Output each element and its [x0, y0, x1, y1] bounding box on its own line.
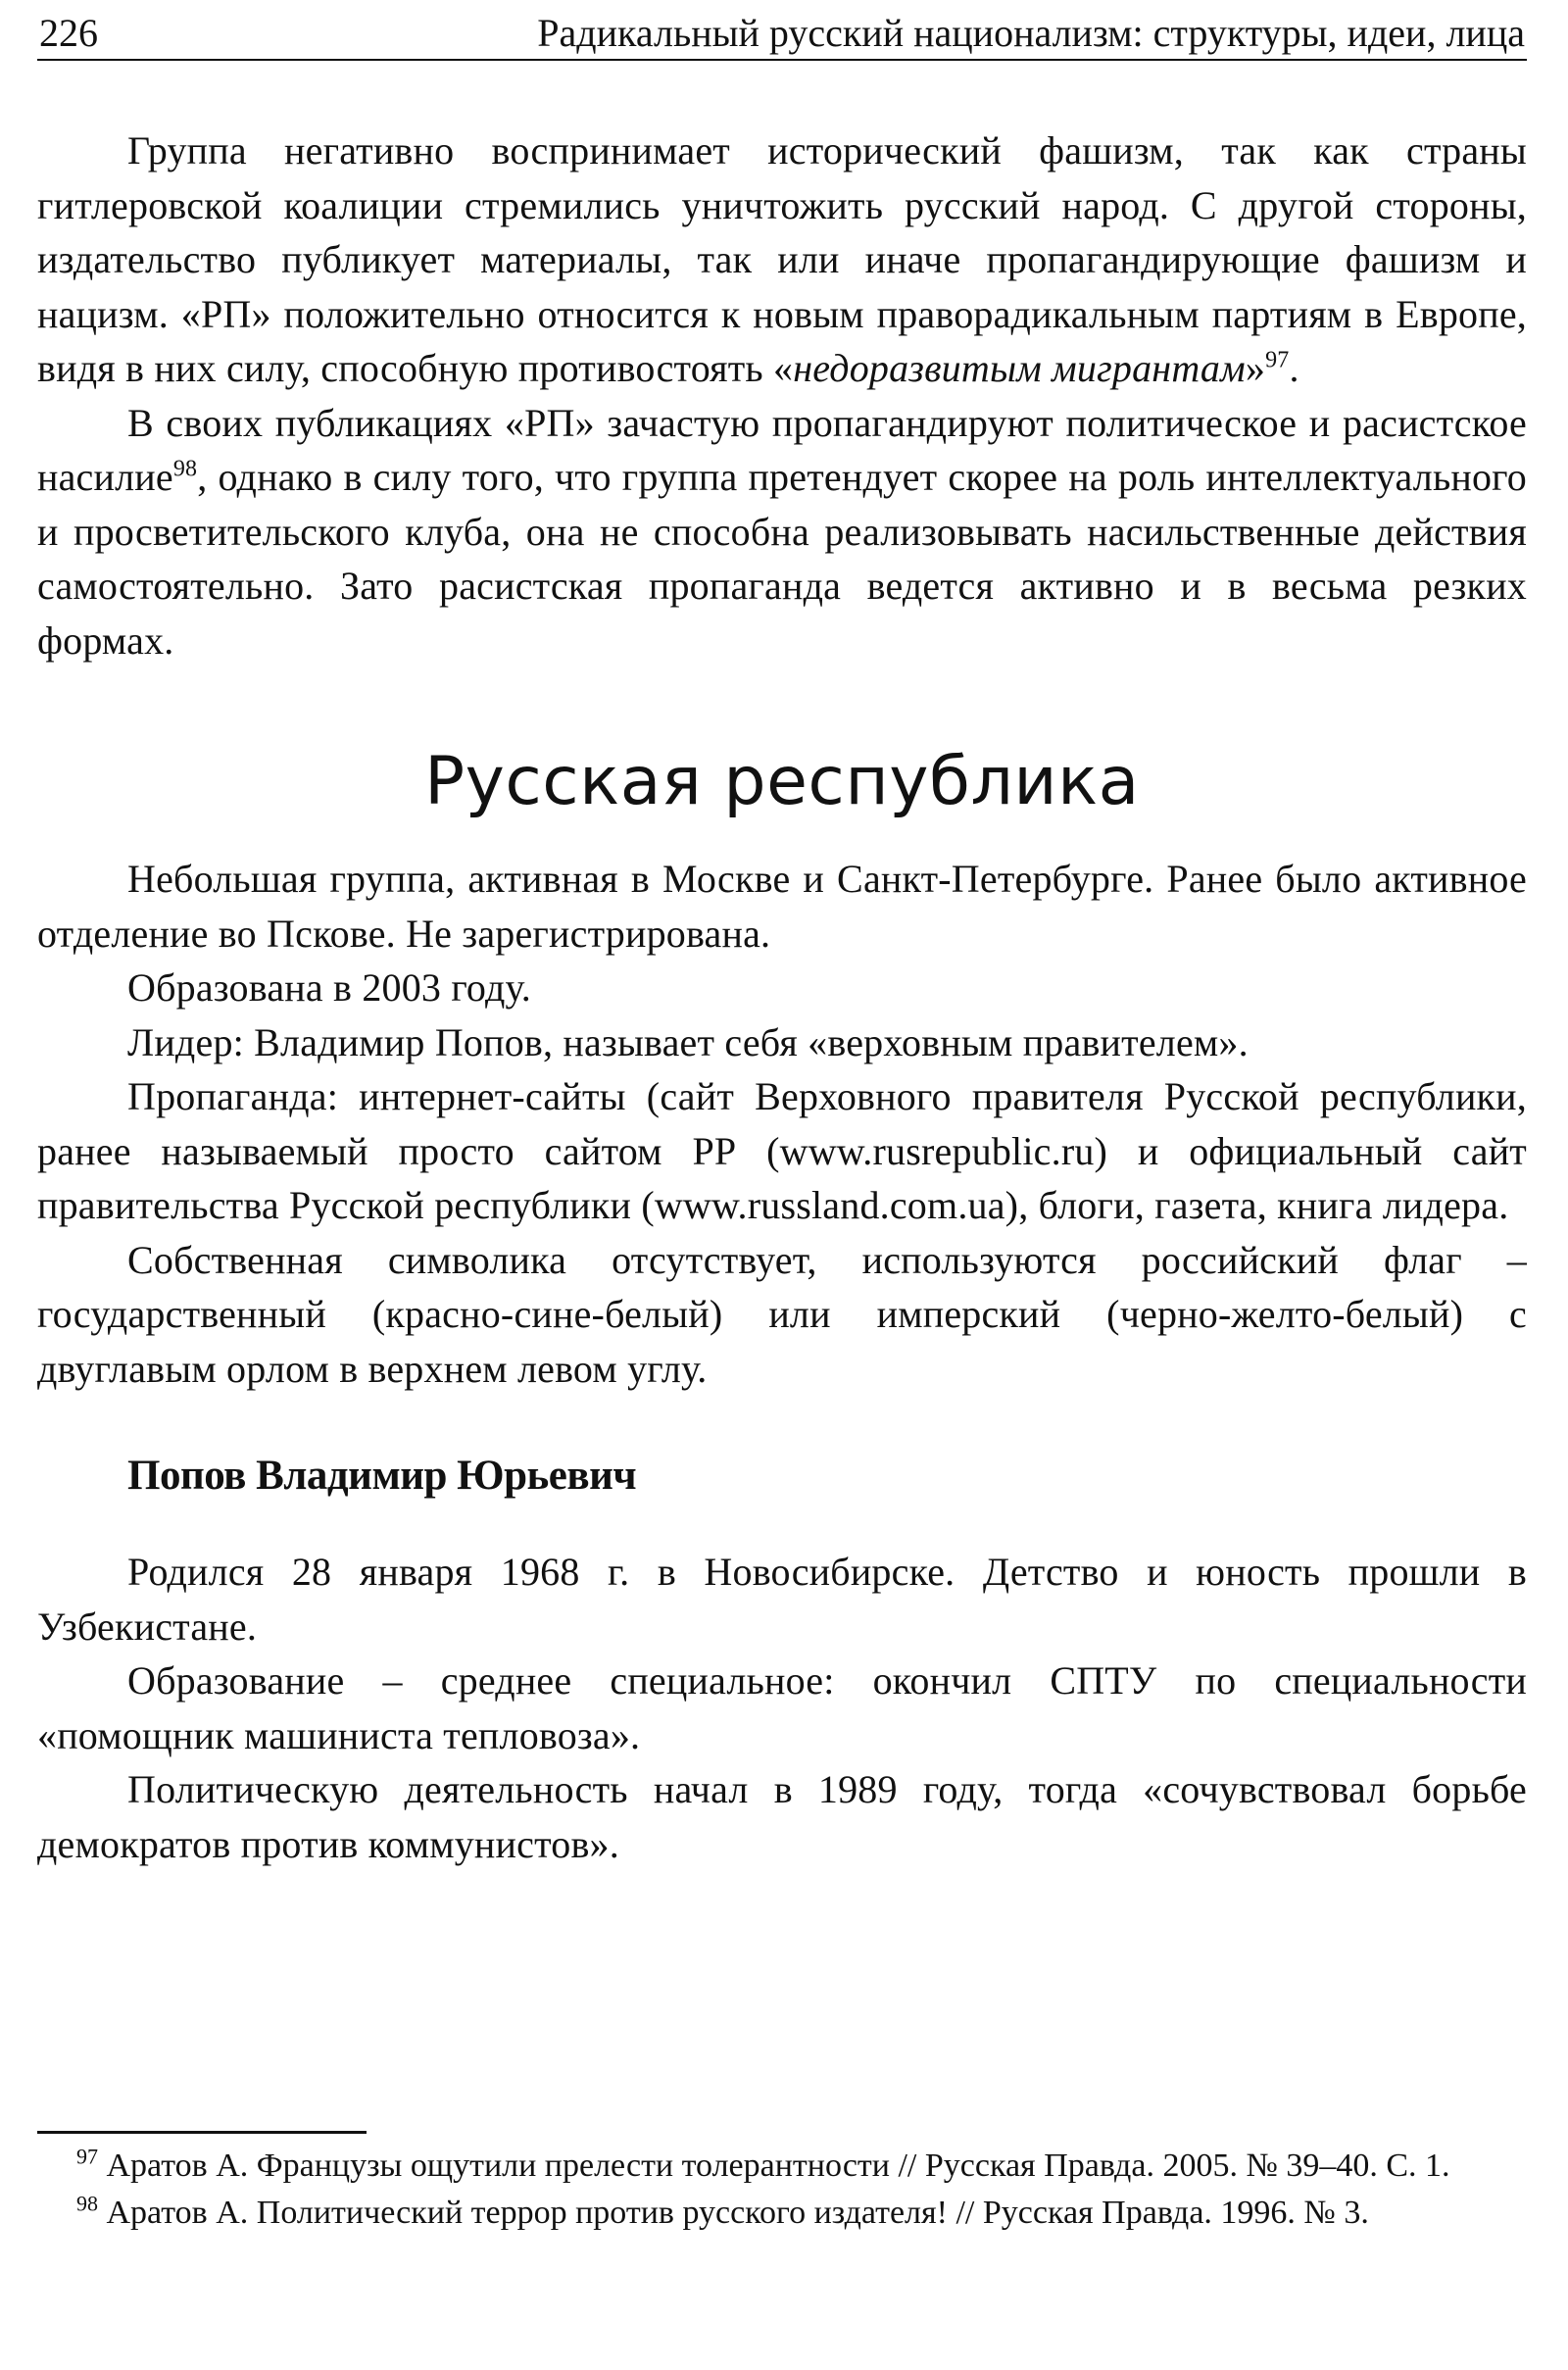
intro-paragraph-2-rest: , однако в силу того, что группа претендует скорее на роль интеллектуального и просветительского клуба, она не способна реализовывать насильственные действия самостоятельно. Зато расистская пропаганда ведется активно и в весьма резких формах. — [37, 455, 1527, 663]
section-paragraph: Лидер: Владимир Попов, называет себя «верховным правителем». — [127, 1019, 1249, 1064]
person-paragraph: Родился 28 января 1968 г. в Новосибирске. Детство и юность прошли в Узбекистане. — [37, 1550, 1527, 1649]
intro-paragraph-1-end: . — [1289, 346, 1299, 390]
section-paragraph: Собственная символика отсутствует, используются российский флаг – государственный (красно-сине-белый) или имперский (черно-желто-белый) с двуглавым орлом в верхнем левом углу. — [37, 1237, 1527, 1391]
footnote-number: 98 — [76, 2191, 98, 2216]
running-title: Радикальный русский национализм: структуры, идеи, лица — [537, 11, 1525, 55]
section-paragraph: Пропаганда: интернет-сайты (сайт Верховного правителя Русской республики, ранее называемый просто сайтом РР (www.rusrepublic.ru) и официальный сайт правительства Русской республики (www.russland.com.ua), блоги, газета, книга лидера. — [37, 1074, 1527, 1227]
intro-paragraph-2-text: В своих публикациях «РП» зачастую пропагандируют политическое и расистское насилие — [37, 400, 1527, 499]
footnotes — [37, 2143, 1527, 2237]
quoted-phrase: недоразвитым мигрантам — [793, 346, 1246, 390]
footnote-text: Аратов А. Политический террор против русского издателя! // Русская Правда. 1996. № 3. — [106, 2195, 1369, 2231]
intro-paragraph-2 — [37, 396, 1527, 668]
footnote-97 — [37, 2143, 1527, 2190]
person-paragraph: Политическую деятельность начал в 1989 году, тогда «сочувствовал борьбе демократов против коммунистов». — [37, 1767, 1527, 1866]
person-heading: Попов Владимир Юрьевич — [127, 1453, 637, 1499]
person-paragraph: Образование – среднее специальное: окончил СПТУ по специальности «помощник машиниста тепловоза». — [37, 1658, 1527, 1757]
footnote-98 — [37, 2190, 1527, 2237]
body-text — [37, 123, 1527, 1871]
footnote-ref-98[interactable]: 98 — [172, 456, 198, 482]
section-paragraph: Небольшая группа, активная в Москве и Санкт-Петербурге. Ранее было активное отделение во Пскове. Не зарегистрирована. — [37, 857, 1527, 956]
footnote-divider — [37, 2131, 367, 2134]
footnote-text: Аратов А. Французы ощутили прелести толерантности // Русская Правда. 2005. № 39–40. С. 1. — [106, 2148, 1450, 2184]
running-head — [37, 8, 1527, 61]
page-number: 226 — [39, 11, 98, 55]
book-page — [37, 0, 1527, 2370]
quote-close: » — [1245, 346, 1266, 390]
intro-paragraph-1-text: Группа негативно воспринимает исторический фашизм, так как страны гитлеровской коалиции стремились уничтожить русский народ. С другой стороны, издательство публикует материалы, так или иначе пропагандирующие фашизм и нацизм. «РП» положительно относится к новым праворадикальным партиям в Европе, видя в них силу, способную противостоять « — [37, 128, 1527, 390]
intro-paragraph-1 — [37, 123, 1527, 396]
section-title: Русская республика — [424, 743, 1140, 820]
footnote-ref-97[interactable]: 97 — [1265, 347, 1290, 373]
section-paragraph: Образована в 2003 году. — [127, 965, 531, 1010]
footnote-number: 97 — [76, 2144, 98, 2169]
